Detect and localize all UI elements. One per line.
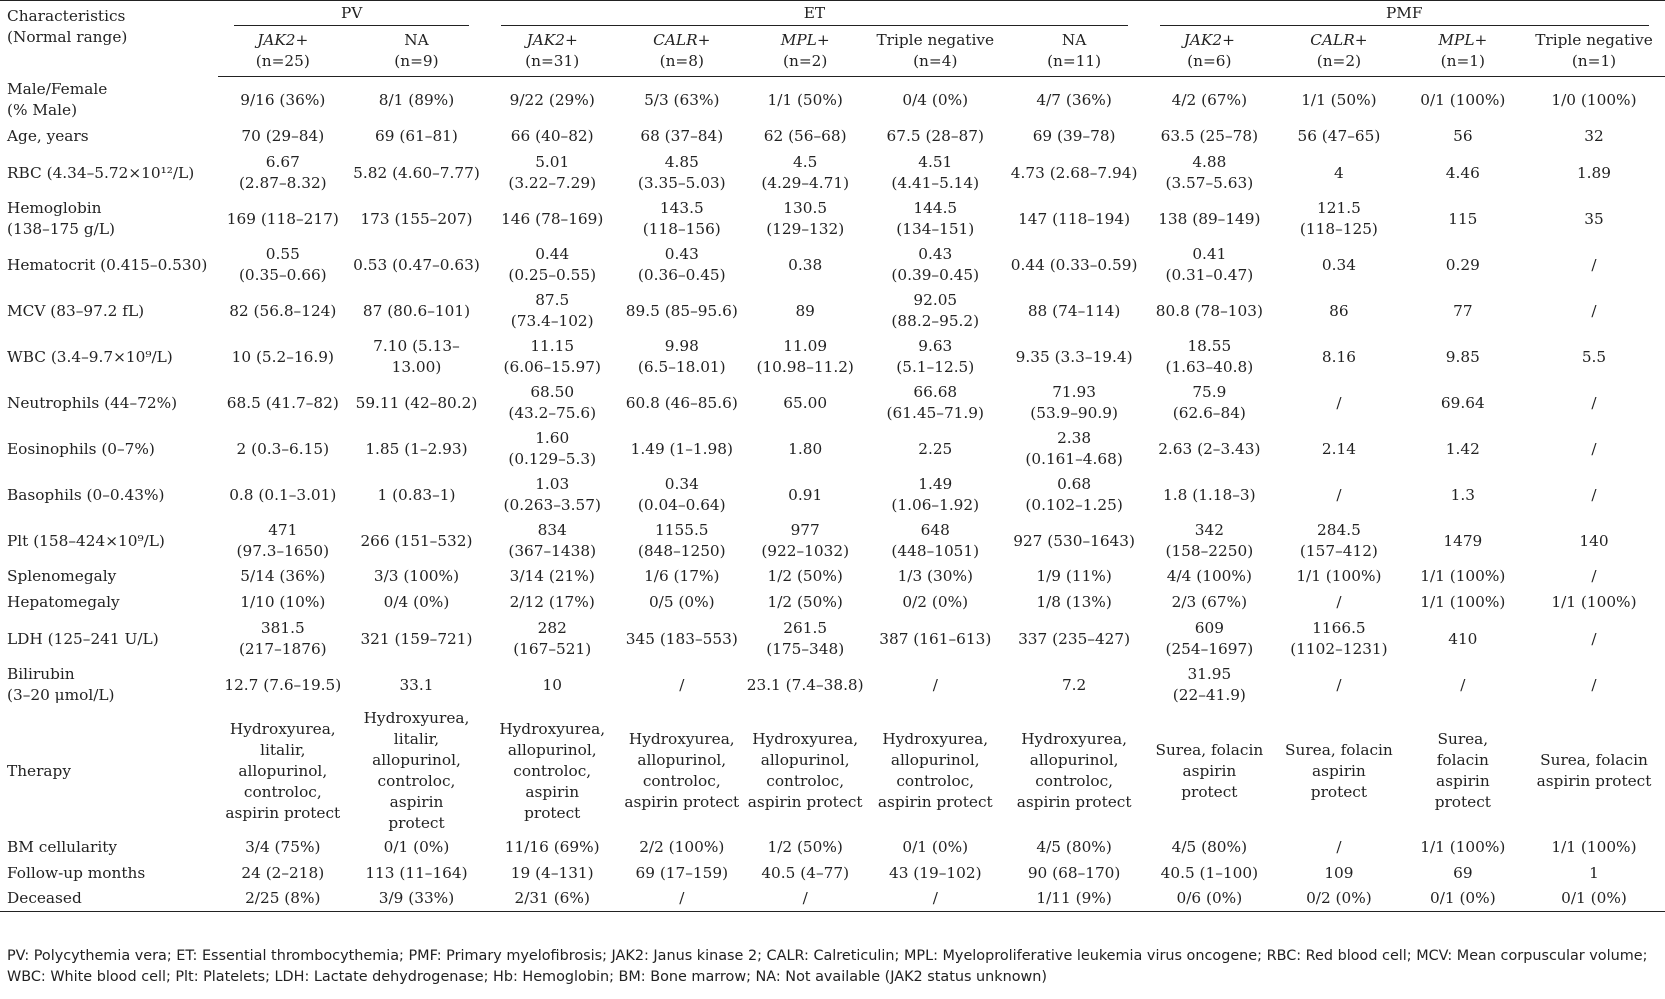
table-cell: 0/1 (100%)	[1420, 90, 1506, 109]
table-cell: 1/1 (100%)	[1420, 593, 1506, 611]
table-cell: 342 (158–2250)	[1165, 521, 1254, 560]
table-cell: 6.67 (2.87–8.32)	[238, 153, 327, 192]
group-header-pv: PV	[218, 1, 485, 29]
table-row	[0, 662, 1665, 708]
table-cell: 0.34	[1321, 255, 1356, 274]
table-cell: 1/8 (13%)	[1036, 593, 1112, 611]
table-cell: 66 (40–82)	[510, 127, 594, 145]
table-cell: 1	[1589, 864, 1599, 882]
table-cell: 69 (39–78)	[1032, 127, 1116, 145]
table-cell: Hydroxyurea, litalir, allopurinol, controloc, aspirin protect	[225, 719, 341, 822]
table-cell: 0.44 (0.33–0.59)	[1010, 255, 1138, 274]
table-cell: 89.5 (85–95.6)	[625, 301, 738, 320]
table-cell: 32	[1584, 127, 1604, 145]
table-cell: 40.5 (1–100)	[1160, 864, 1259, 882]
table-cell: 7.2	[1061, 675, 1087, 694]
table-cell: 0/6 (0%)	[1144, 886, 1276, 912]
table-cell: /	[1591, 393, 1597, 412]
table-cell: 12.7 (7.6–19.5)	[224, 675, 342, 694]
table-cell: 0.91	[788, 485, 823, 504]
table-cell: 1/1 (50%)	[767, 90, 843, 109]
table-header	[0, 1, 1665, 77]
table-cell: Hydroxyurea, allopurinol, controloc, aspirin protect	[747, 730, 863, 811]
table-cell: 88 (74–114)	[1027, 301, 1121, 320]
table-cell: 68.50 (43.2–75.6)	[508, 383, 597, 422]
row-label: WBC (3.4–9.7×10⁹/L)	[7, 347, 173, 366]
row-label: LDH (125–241 U/L)	[7, 629, 159, 648]
table-cell: 4	[1334, 163, 1344, 182]
subgroup-header: Triple negative (n=4)	[866, 28, 1005, 77]
table-row	[0, 589, 1665, 616]
table-cell: 0/4 (0%)	[902, 90, 969, 109]
table-cell: /	[1591, 485, 1597, 504]
table-cell: 927 (530–1643)	[1013, 531, 1135, 550]
subgroup-header: CALR+ (n=2)	[1275, 28, 1403, 77]
table-cell: 0.53 (0.47–0.63)	[353, 255, 480, 274]
table-cell: 19 (4–131)	[510, 864, 594, 882]
row-label: Follow-up months	[7, 864, 146, 882]
table-cell: 5.01 (3.22–7.29)	[508, 153, 597, 192]
table-cell: 5.5	[1581, 347, 1607, 366]
table-cell: 0/5 (0%)	[648, 593, 715, 611]
table-cell: 66.68 (61.45–71.9)	[886, 383, 984, 422]
table-cell: 1.85 (1–2.93)	[365, 439, 468, 458]
table-cell: 63.5 (25–78)	[1160, 127, 1259, 145]
table-cell: 113 (11–164)	[365, 864, 468, 882]
row-label: Basophils (0–0.43%)	[7, 485, 165, 504]
table-cell: 2/3 (67%)	[1171, 593, 1248, 611]
table-cell: 89	[795, 301, 815, 320]
table-cell: 1 (0.83–1)	[377, 485, 456, 504]
subgroup-header: JAK2+ (n=25)	[218, 28, 348, 77]
table-cell: Hydroxyurea, allopurinol, controloc, aspirin protect	[624, 730, 740, 811]
table-cell: 11.15 (6.06–15.97)	[503, 337, 601, 376]
table-cell: 2.63 (2–3.43)	[1158, 439, 1261, 458]
table-cell: 68 (37–84)	[640, 127, 724, 145]
table-row	[0, 472, 1665, 518]
table-cell: 1/2 (50%)	[767, 593, 843, 611]
table-cell: 24 (2–218)	[241, 864, 325, 882]
table-cell: /	[1336, 593, 1342, 611]
table-cell: 4.51 (4.41–5.14)	[891, 153, 980, 192]
table-cell: 2/2 (100%)	[639, 838, 725, 856]
table-row	[0, 886, 1665, 912]
table-cell: 381.5 (217–1876)	[238, 619, 327, 658]
group-header-et: ET	[485, 1, 1143, 29]
table-cell: /	[1591, 301, 1597, 320]
row-label: MCV (83–97.2 fL)	[7, 301, 145, 320]
table-cell: 0/2 (0%)	[902, 593, 969, 611]
row-label: Male/Female (% Male)	[7, 79, 108, 119]
table-cell: /	[1336, 838, 1342, 856]
table-cell: 609 (254–1697)	[1165, 619, 1254, 658]
table-cell: 87.5 (73.4–102)	[510, 291, 594, 330]
table-cell: 4.73 (2.68–7.94)	[1010, 163, 1138, 182]
table-row	[0, 196, 1665, 242]
table-body	[0, 77, 1665, 912]
table-cell: 143.5 (118–156)	[642, 199, 721, 238]
table-row	[0, 616, 1665, 662]
table-cell: 11/16 (69%)	[504, 838, 600, 856]
table-cell: 144.5 (134–151)	[896, 199, 975, 238]
table-cell: 337 (235–427)	[1018, 629, 1131, 648]
table-cell: 35	[1584, 209, 1604, 228]
table-cell: /	[1591, 675, 1597, 694]
table-cell: 321 (159–721)	[360, 629, 473, 648]
table-cell: 4/5 (80%)	[1036, 838, 1112, 856]
table-cell: 92.05 (88.2–95.2)	[891, 291, 980, 330]
table-row	[0, 861, 1665, 886]
table-cell: 3/3 (100%)	[373, 567, 460, 585]
table-cell: 9.85	[1445, 347, 1480, 366]
table-cell: 834 (367–1438)	[508, 521, 597, 560]
table-cell: Hydroxyurea, allopurinol, controloc, aspirin protect	[877, 730, 993, 811]
table-cell: 1.8 (1.18–3)	[1163, 485, 1256, 504]
table-cell: /	[1336, 675, 1342, 694]
table-cell: 1/2 (50%)	[767, 838, 843, 856]
table-cell: 8/1 (89%)	[378, 90, 455, 109]
table-cell: 5/14 (36%)	[240, 567, 326, 585]
table-cell: 10 (5.2–16.9)	[231, 347, 334, 366]
table-cell: 0.43 (0.36–0.45)	[637, 245, 726, 284]
table-cell: 2/25 (8%)	[218, 886, 348, 912]
table-row	[0, 242, 1665, 288]
table-cell: 7.10 (5.13–13.00)	[373, 337, 460, 376]
table-cell: 69 (17–159)	[635, 864, 729, 882]
table-cell: 1.42	[1445, 439, 1480, 458]
table-cell: 146 (78–169)	[501, 209, 604, 228]
table-cell: 9/16 (36%)	[240, 90, 326, 109]
table-cell: 4/2 (67%)	[1171, 90, 1248, 109]
table-cell: 8.16	[1321, 347, 1356, 366]
row-label: Bilirubin (3–20 μmol/L)	[7, 665, 115, 704]
table-cell: 173 (155–207)	[360, 209, 473, 228]
table-cell: 0.38	[788, 255, 823, 274]
table-cell: 65.00	[783, 393, 828, 412]
table-cell: 977 (922–1032)	[761, 521, 850, 560]
table-cell: 4.88 (3.57–5.63)	[1165, 153, 1254, 192]
table-cell: 18.55 (1.63–40.8)	[1165, 337, 1254, 376]
table-cell: 2.14	[1321, 439, 1356, 458]
table-cell: Surea, folacin aspirin protect	[1155, 740, 1264, 801]
table-cell: 71.93 (53.9–90.9)	[1030, 383, 1118, 422]
table-cell: 648 (448–1051)	[891, 521, 980, 560]
table-cell: 67.5 (28–87)	[886, 127, 984, 145]
table-cell: 43 (19–102)	[888, 864, 982, 882]
table-cell: 0.34 (0.04–0.64)	[637, 475, 726, 514]
subgroup-header: MPL+ (n=1)	[1403, 28, 1523, 77]
table-cell: /	[745, 886, 866, 912]
table-cell: 0/1 (0%)	[1523, 886, 1665, 912]
table-row	[0, 834, 1665, 861]
row-label: BM cellularity	[7, 838, 118, 856]
table-cell: 0.41 (0.31–0.47)	[1165, 245, 1254, 284]
row-label: Eosinophils (0–7%)	[7, 439, 155, 458]
table-cell: 138 (89–149)	[1158, 209, 1261, 228]
table-cell: 69 (61–81)	[375, 127, 458, 145]
row-label: Splenomegaly	[7, 567, 117, 585]
table-cell: 9.35 (3.3–19.4)	[1015, 347, 1133, 366]
table-row	[0, 426, 1665, 472]
table-cell: 77	[1453, 301, 1473, 320]
table-cell: /	[619, 886, 744, 912]
table-row	[0, 77, 1665, 124]
row-label: Age, years	[7, 127, 89, 145]
table-cell: /	[1591, 629, 1597, 648]
table-row	[0, 708, 1665, 834]
table-cell: 69	[1453, 864, 1473, 882]
table-cell: 345 (183–553)	[625, 629, 738, 648]
table-cell: 1.3	[1450, 485, 1475, 504]
subgroup-header: Triple negative (n=1)	[1523, 28, 1665, 77]
table-cell: /	[866, 886, 1005, 912]
table-cell: 9.63 (5.1–12.5)	[896, 337, 975, 376]
row-label: RBC (4.34–5.72×10¹²/L)	[7, 163, 195, 182]
table-cell: 1/2 (50%)	[767, 567, 843, 585]
table-cell: 0/1 (0%)	[902, 838, 969, 856]
row-label: Neutrophils (44–72%)	[7, 393, 178, 412]
table-cell: 4/5 (80%)	[1171, 838, 1248, 856]
table-cell: 9/22 (29%)	[509, 90, 595, 109]
table-cell: 1166.5 (1102–1231)	[1290, 619, 1388, 658]
table-cell: 1/1 (100%)	[1420, 567, 1506, 585]
table-cell: 1/6 (17%)	[644, 567, 720, 585]
table-cell: 1/10 (10%)	[240, 593, 326, 611]
table-cell: 0.55 (0.35–0.66)	[238, 245, 327, 284]
table-cell: 1/1 (50%)	[1301, 90, 1377, 109]
table-cell: 1.89	[1576, 163, 1612, 182]
table-cell: 2/31 (6%)	[485, 886, 619, 912]
table-cell: 261.5 (175–348)	[766, 619, 845, 658]
table-cell: /	[1336, 393, 1342, 412]
table-cell: 56 (47–65)	[1297, 127, 1381, 145]
table-cell: 4.46	[1445, 163, 1480, 182]
table-cell: 410	[1448, 629, 1478, 648]
table-cell: Hydroxyurea, allopurinol, controloc, aspirin protect	[1016, 730, 1132, 811]
table-cell: 0.8 (0.1–3.01)	[229, 485, 337, 504]
table-row	[0, 334, 1665, 380]
table-cell: 1/3 (30%)	[897, 567, 973, 585]
table-cell: 2.25	[918, 439, 953, 458]
table-cell: 2.38 (0.161–4.68)	[1025, 429, 1123, 468]
table-cell: 1155.5 (848–1250)	[637, 521, 726, 560]
table-cell: 1.80	[788, 439, 823, 458]
table-cell: 266 (151–532)	[360, 531, 473, 550]
table-cell: 1.03 (0.263–3.57)	[503, 475, 601, 514]
table-cell: 62 (56–68)	[763, 127, 847, 145]
table-cell: 56	[1453, 127, 1473, 145]
subgroup-header: MPL+ (n=2)	[745, 28, 866, 77]
subgroup-header: CALR+ (n=8)	[619, 28, 744, 77]
subgroup-header: JAK2+ (n=6)	[1144, 28, 1276, 77]
table-cell: 9.98 (6.5–18.01)	[637, 337, 726, 376]
table-cell: 169 (118–217)	[226, 209, 339, 228]
table-cell: Surea, folacin aspirin protect	[1434, 730, 1491, 811]
table-cell: 90 (68–170)	[1027, 864, 1121, 882]
table-cell: 86	[1329, 301, 1349, 320]
table-cell: 140	[1579, 531, 1609, 550]
table-cell: 0/1 (0%)	[383, 838, 450, 856]
table-cell: /	[1591, 439, 1597, 458]
table-cell: 23.1 (7.4–38.8)	[746, 675, 864, 694]
table-cell: 69.64	[1440, 393, 1485, 412]
table-cell: 4/4 (100%)	[1166, 567, 1252, 585]
table-row	[0, 380, 1665, 426]
table-cell: 115	[1448, 209, 1478, 228]
table-cell: 31.95 (22–41.9)	[1172, 665, 1246, 704]
table-cell: 284.5 (157–412)	[1299, 521, 1378, 560]
table-cell: 1/1 (100%)	[1551, 838, 1637, 856]
row-label: Hematocrit (0.415–0.530)	[7, 255, 208, 274]
table-cell: 0.44 (0.25–0.55)	[508, 245, 597, 284]
table-cell: 60.8 (46–85.6)	[625, 393, 738, 412]
table-cell: /	[932, 675, 938, 694]
table-cell: 130.5 (129–132)	[766, 199, 845, 238]
row-label: Hepatomegaly	[7, 593, 120, 611]
row-label: Hemoglobin (138–175 g/L)	[7, 199, 115, 238]
table-cell: 4.85 (3.35–5.03)	[637, 153, 726, 192]
subgroup-header: NA (n=9)	[348, 28, 486, 77]
table-cell: 147 (118–194)	[1018, 209, 1131, 228]
table-cell: 5.82 (4.60–7.77)	[353, 163, 480, 182]
subgroup-header: JAK2+ (n=31)	[485, 28, 619, 77]
table-cell: 5/3 (63%)	[644, 90, 720, 109]
table-cell: Surea, folacin aspirin protect	[1285, 740, 1393, 801]
table-cell: 282 (167–521)	[513, 619, 592, 658]
table-cell: 0.43 (0.39–0.45)	[891, 245, 980, 284]
table-row	[0, 564, 1665, 589]
subgroup-header: NA (n=11)	[1005, 28, 1144, 77]
table-cell: 33.1	[399, 675, 434, 694]
table-cell: /	[1591, 255, 1597, 274]
table-cell: 3/4 (75%)	[245, 838, 321, 856]
table-cell: 4.5 (4.29–4.71)	[761, 153, 850, 192]
table-cell: 0.29	[1445, 255, 1480, 274]
table-cell: 1/1 (100%)	[1551, 593, 1637, 611]
table-cell: 1/9 (11%)	[1036, 567, 1112, 585]
table-cell: Hydroxyurea, allopurinol, controloc, aspirin protect	[499, 719, 606, 822]
table-cell: 387 (161–613)	[879, 629, 992, 648]
row-label: Plt (158–424×10⁹/L)	[7, 531, 165, 550]
table-cell: /	[1460, 675, 1466, 694]
table-cell: 0/2 (0%)	[1275, 886, 1403, 912]
table-cell: 70 (29–84)	[241, 127, 325, 145]
table-cell: Hydroxyurea, litalir, allopurinol, controloc, aspirin protect	[363, 709, 470, 832]
table-cell: 3/14 (21%)	[509, 567, 595, 585]
table-footnote: PV: Polycythemia vera; ET: Essential thrombocythemia; PMF: Primary myelofibrosis; JAK2: Janus kinase 2; CALR: Calreticulin; MPL: Myeloproliferative leukemia virus oncogene; RBC: Red blood cell; MCV: Mean corpuscular volume; WBC: White blood cell; Plt: Platelets; LDH: Lactate dehydrogenase; Hb: Hemoglobin; BM: Bone marrow; NA: Not available (JAK2 status unknown)	[7, 948, 1648, 985]
row-label: Therapy	[7, 761, 71, 780]
table-cell: 3/9 (33%)	[348, 886, 486, 912]
table-cell: 4/7 (36%)	[1036, 90, 1112, 109]
table-row	[0, 123, 1665, 150]
table-cell: 75.9 (62.6–84)	[1172, 383, 1246, 422]
row-label: Deceased	[0, 886, 218, 912]
table-cell: 40.5 (4–77)	[761, 864, 850, 882]
table-cell: 121.5 (118–125)	[1299, 199, 1378, 238]
table-cell: 471 (97.3–1650)	[236, 521, 330, 560]
table-cell: 1.49 (1–1.98)	[630, 439, 733, 458]
characteristics-header: Characteristics (Normal range)	[0, 1, 218, 77]
table-cell: 2 (0.3–6.15)	[236, 439, 330, 458]
table-cell: /	[1336, 485, 1342, 504]
table-cell: 68.5 (41.7–82)	[226, 393, 339, 412]
table-cell: 109	[1324, 864, 1354, 882]
table-cell: 0.68 (0.102–1.25)	[1025, 475, 1123, 514]
table-cell: 87 (80.6–101)	[362, 301, 471, 320]
table-cell: 10	[542, 675, 562, 694]
table-cell: 2/12 (17%)	[509, 593, 595, 611]
table-cell: 1479	[1443, 531, 1483, 550]
table-cell: 1/11 (9%)	[1005, 886, 1144, 912]
group-header-pmf: PMF	[1144, 1, 1665, 29]
table-cell: 1/0 (100%)	[1551, 90, 1637, 109]
table-cell: 0/4 (0%)	[383, 593, 450, 611]
table-row	[0, 518, 1665, 564]
table-cell: 59.11 (42–80.2)	[355, 393, 478, 412]
table-cell: 1/1 (100%)	[1296, 567, 1382, 585]
table-cell: 80.8 (78–103)	[1155, 301, 1263, 320]
table-row	[0, 150, 1665, 196]
table-cell: /	[679, 675, 685, 694]
table-cell: Surea, folacin aspirin protect	[1536, 751, 1652, 790]
table-cell: 82 (56.8–124)	[229, 301, 337, 320]
table-cell: 1.49 (1.06–1.92)	[891, 475, 980, 514]
table-row	[0, 288, 1665, 334]
table-cell: 11.09 (10.98–11.2)	[756, 337, 854, 376]
table-cell: 1.60 (0.129–5.3)	[508, 429, 597, 468]
table-cell: /	[1591, 567, 1597, 585]
table-cell: 1/1 (100%)	[1420, 838, 1506, 856]
table-cell: 0/1 (0%)	[1403, 886, 1523, 912]
